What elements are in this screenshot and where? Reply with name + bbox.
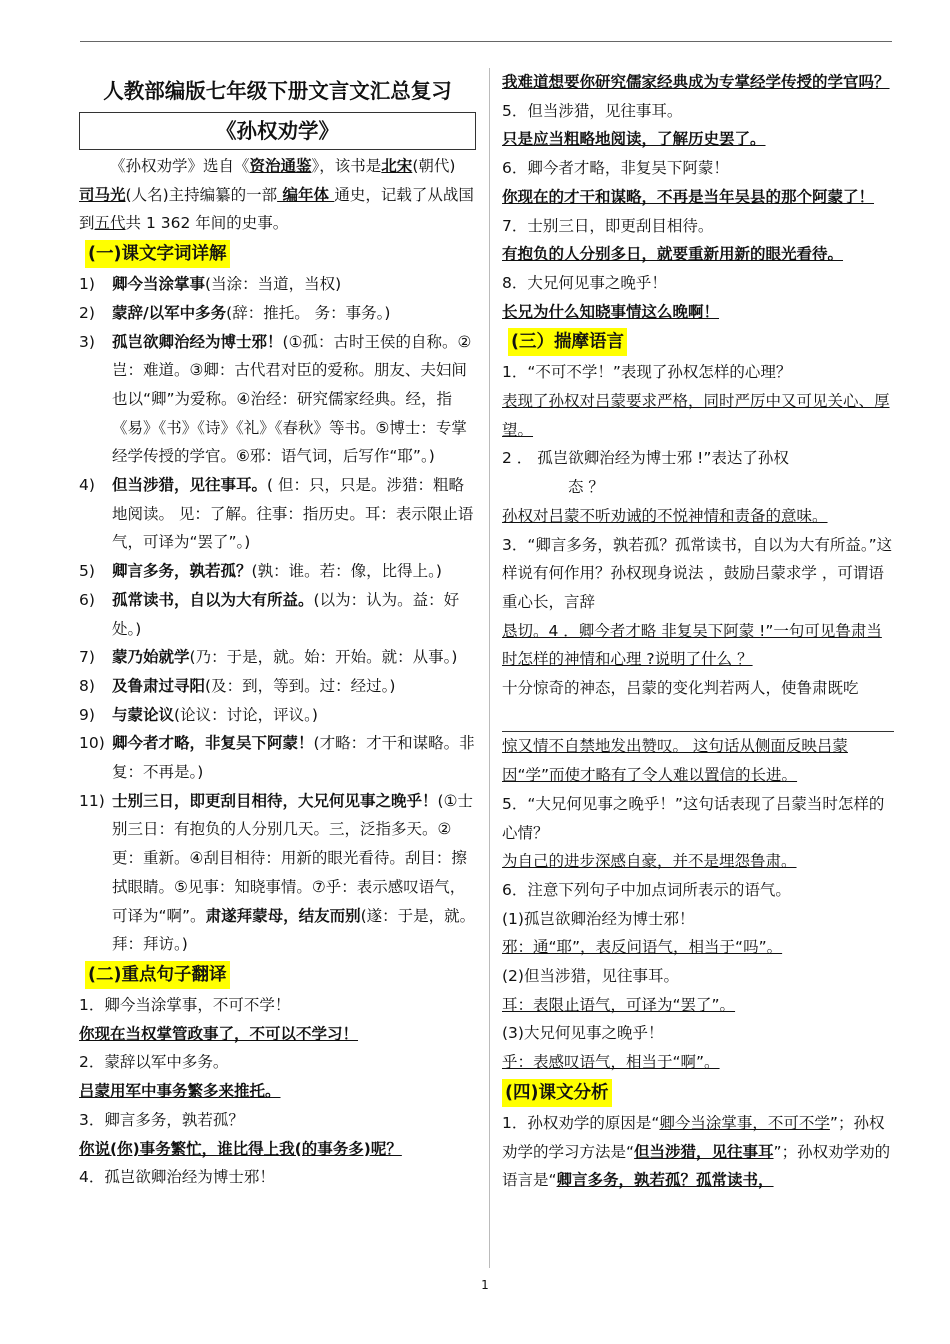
language-question: 1．“不可不学！”表现了孙权怎样的心理？ — [502, 363, 792, 382]
translation-question: 2．蒙辞以军中多务。 — [79, 1053, 229, 1072]
document-title: 人教部编版七年级下册文言文汇总复习 — [103, 79, 452, 103]
left-column — [79, 68, 476, 1192]
language-question: (1)孤岂欲卿治经为博士邪！ — [502, 909, 695, 928]
vocab-item: 4) 但当涉猎，见往事耳。( 但：只，只是。涉猎：粗略地阅读。 见：了解。往事：指历史。耳：表示限止语气，可译为“罢了”。) — [79, 476, 474, 552]
language-question: 6．注意下列句子中加点词所表示的语气。 — [502, 880, 791, 899]
language-question: (2)但当涉猎，见往事耳。 — [502, 967, 679, 986]
language-question: 3．“卿言多务，孰若孤？孤常读书，自以为大有所益。”这样说有何作用？孙权现身说法 ，鼓励吕蒙求学 ，可谓语重心长，言辞 — [502, 535, 893, 611]
vocab-item: 2) 蒙辞/以军中多务(辞：推托。 务：事务。) — [79, 303, 391, 322]
analysis-paragraph: 1．孙权劝学的原因是“卿今当涂掌事，不可不学”；孙权劝学的学习方法是“但当涉猎，见往事耳”；孙权劝学劝的语言是“卿言多务，孰若孤？孤常读书， — [502, 1113, 891, 1190]
translation-answer: 你说(你)事务繁忙，谁比得上我(的事务多)呢？ — [79, 1139, 402, 1158]
vocab-item: 6) 孤常读书，自以为大有所益。(以为：认为。益：好处。) — [79, 590, 460, 638]
translation-answer: 吕蒙用军中事务繁多来推托。 — [79, 1082, 281, 1101]
language-question: 5．“大兄何见事之晚乎！”这句话表现了吕蒙当时怎样的心情？ — [502, 794, 885, 842]
translation-question: 1．卿今当涂掌事，不可不学！ — [79, 995, 291, 1014]
translation-answer: 长兄为什么知晓事情这么晚啊！ — [502, 302, 720, 321]
language-answer: 邪：通“耶”，表反问语气，相当于“吗”。 — [502, 938, 783, 957]
language-question-cont: 态 ？ — [568, 478, 604, 497]
vocab-item: 7) 蒙乃始就学(乃：于是，就。始：开始。就：从事。) — [79, 648, 458, 667]
blank-line — [502, 703, 894, 733]
lesson-title: 《孙权劝学》 — [79, 112, 476, 150]
language-answer: 孙权对吕蒙不听劝诫的不悦神情和责备的意味。 — [502, 506, 828, 525]
translation-answer: 有抱负的人分别多日，就要重新用新的眼光看待。 — [502, 245, 844, 264]
vocab-item: 5) 卿言多务，孰若孤？(孰：谁。若：像，比得上。) — [79, 562, 442, 581]
vocab-item: 1) 卿今当涂掌事(当涂：当道，当权) — [79, 275, 342, 294]
translation-question: 4．孤岂欲卿治经为博士邪！ — [79, 1168, 275, 1187]
vocab-item: 3) 孤岂欲卿治经为博士邪！(①孤：古时王侯的自称。②岂：难道。③卿：古代君对臣的爱称。朋友、夫妇间也以“卿”为爱称。④治经：研究儒家经典。经，指《易》《书》《诗》《礼》《春秋》等书。⑤博士：专掌经学传授的学官。⑥邪：语气词，后写作“耶”。) — [79, 332, 472, 466]
translation-question: 5．但当涉猎，见往事耳。 — [502, 101, 683, 120]
section-heading-analysis: (四)课文分析 — [502, 1077, 894, 1109]
translation-answer: 你现在的才干和谋略，不再是当年吴县的那个阿蒙了！ — [502, 187, 875, 206]
language-answer: 表现了孙权对吕蒙要求严格，同时严厉中又可见关心、厚望。 — [502, 392, 890, 439]
language-question: (3)大兄何见事之晚乎！ — [502, 1024, 664, 1043]
translation-answer: 只是应当粗略地阅读，了解历史罢了。 — [502, 130, 766, 149]
translation-question: 8．大兄何见事之晚乎！ — [502, 273, 667, 292]
section-heading-translation: (二)重点句子翻译 — [79, 959, 476, 991]
vocab-item: 11) 士别三日，即更刮目相待，大兄何见事之晚乎！(①士别三日：有抱负的人分别几天。三，泛指多天。②更：重新。④刮目相待：用新的眼光看待。刮目：擦拭眼睛。⑤见事：知晓事情。⑦乎：表示感叹语气，可译为“啊”。肃遂拜蒙母，结友而别(遂：于是，就。拜：拜访。) — [79, 791, 476, 954]
vocab-item: 9) 与蒙论议(论议：讨论，评议。) — [79, 705, 318, 724]
column-divider — [489, 68, 490, 1268]
language-answer: 为自己的进步深感自豪，并不是埋怨鲁肃。 — [502, 852, 797, 871]
language-answer: 恳切。4 ．卿今者才略 非复吴下阿蒙 !”一句可见鲁肃当时怎样的神情和心理 ?说明了什么 ？ — [502, 621, 882, 669]
section-heading-language: (三）揣摩语言 — [502, 326, 894, 358]
intro-paragraph: 《孙权劝学》选自《资治通鉴》，该书是北宋(朝代) 司马光(人名)主持编纂的一部 编年体 通史，记载了从战国到五代共 1 362 年间的史事。 — [79, 157, 474, 233]
vocab-item: 8) 及鲁肃过寻阳(及：到，等到。过：经过。) — [79, 676, 396, 695]
translation-answer: 你现在当权掌管政事了，不可以不学习！ — [79, 1024, 359, 1043]
header-rule — [80, 41, 892, 42]
translation-question: 3．卿言多务，孰若孤？ — [79, 1110, 244, 1129]
translation-question: 6．卿今者才略，非复吴下阿蒙！ — [502, 159, 729, 178]
page-number: 1 — [481, 1278, 489, 1292]
language-answer: 乎：表感叹语气，相当于“啊”。 — [502, 1053, 720, 1072]
language-answer: 惊又情不自禁地发出赞叹。 这句话从侧面反映吕蒙因“学”而使才略有了令人难以置信的长进。 — [502, 737, 848, 785]
language-answer: 耳：表限止语气，可译为“罢了”。 — [502, 995, 736, 1014]
translation-answer: 我难道想要你研究儒家经典成为专掌经学传授的学官吗？ — [502, 73, 890, 91]
language-question: 2 ． 孤岂欲卿治经为博士邪 !”表达了孙权 — [502, 449, 789, 468]
translation-question: 7．士别三日，即更刮目相待。 — [502, 216, 714, 235]
vocab-item: 10) 卿今者才略，非复吴下阿蒙！(才略：才干和谋略。非复：不再是。) — [79, 734, 475, 782]
section-heading-vocab: (一)课文字词详解 — [79, 238, 476, 270]
language-answer: 十分惊奇的神态，吕蒙的变化判若两人，使鲁肃既吃 — [502, 679, 859, 698]
right-column — [502, 68, 894, 1195]
